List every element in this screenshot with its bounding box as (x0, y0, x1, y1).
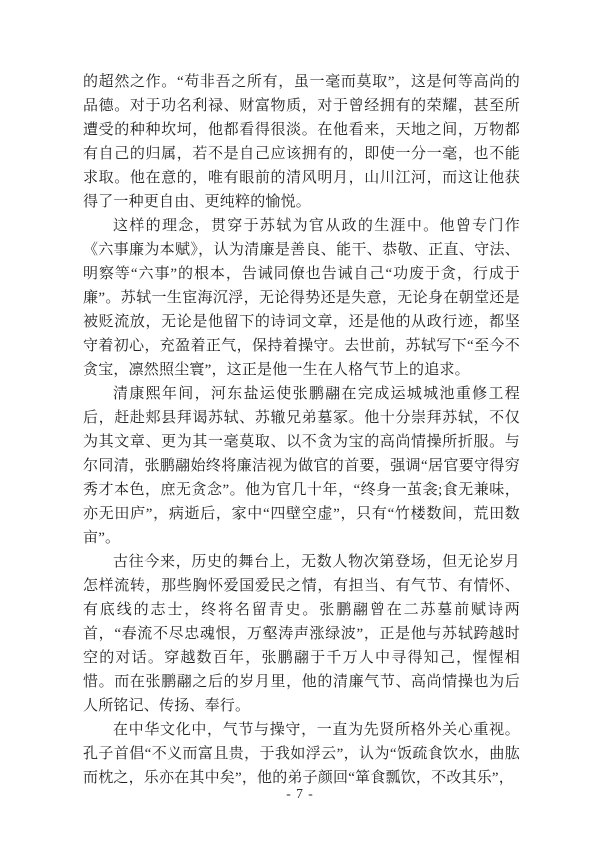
paragraph: 在中华文化中，气节与操守，一直为先贤所格外关心重视。孔子首倡“不义而富且贵，于我如浮云”，认为“饭疏食饮水，曲肱而枕之，乐亦在其中矣”，他的弟子颜回“箪食瓢饮，不改其乐”， (83, 722, 520, 786)
paragraph: 清康熙年间，河东盐运使张鹏翮在完成运城城池重修工程后，赶赴郏县拜谒苏轼、苏辙兄弟墓冢。他十分崇拜苏轼，不仅为其文章、更为其一毫莫取、以不贪为宝的高尚情操所折服。与尔同清，张鹏翮始终将廉洁视为做官的首要，强调“居官要守得穷秀才本色，庶无贪念”。他为官几十年，“终身一茧衾;食无兼味，亦无田庐”，病逝后，家中“四壁空虚”，只有“竹楼数间，荒田数亩”。 (83, 386, 520, 546)
paragraph: 的超然之作。“苟非吾之所有，虽一毫而莫取”，这是何等高尚的品德。对于功名利禄、财富物质，对于曾经拥有的荣耀，甚至所遭受的种种坎坷，他都看得很淡。在他看来，天地之间，万物都有自己的归属，若不是自己应该拥有的，即使一分一毫，也不能求取。他在意的，唯有眼前的清风明月，山川江河，而这让他获得了一种更自由、更纯粹的愉悦。 (83, 74, 520, 210)
paragraph: 这样的理念，贯穿于苏轼为官从政的生涯中。他曾专门作《六事廉为本赋》，认为清廉是善良、能干、恭敬、正直、守法、明察等“六事”的根本，告诫同僚也告诫自己“功废于贪，行成于廉”。苏轼一生宦海沉浮，无论得势还是失意，无论身在朝堂还是被贬流放，无论是他留下的诗词文章，还是他的从政行迹，都坚守着初心，充盈着正气，保持着操守。去世前，苏轼写下“至今不贪宝，凛然照尘寰”，这正是他一生在人格气节上的追求。 (83, 218, 520, 378)
paragraph: 古往今来，历史的舞台上，无数人物次第登场，但无论岁月怎样流转，那些胸怀爱国爱民之情，有担当、有气节、有情怀、有底线的志士，终将名留青史。张鹏翮曾在二苏墓前赋诗两首，“春流不尽忠魂恨，万壑涛声涨绿波”，正是他与苏轼跨越时空的对话。穿越数百年，张鹏翮于千万人中寻得知己，惺惺相惜。而在张鹏翮之后的岁月里，他的清廉气节、高尚情操也为后人所铭记、传扬、奉行。 (83, 554, 520, 714)
body-text (83, 70, 520, 790)
page-number: - 7 - (286, 786, 314, 801)
